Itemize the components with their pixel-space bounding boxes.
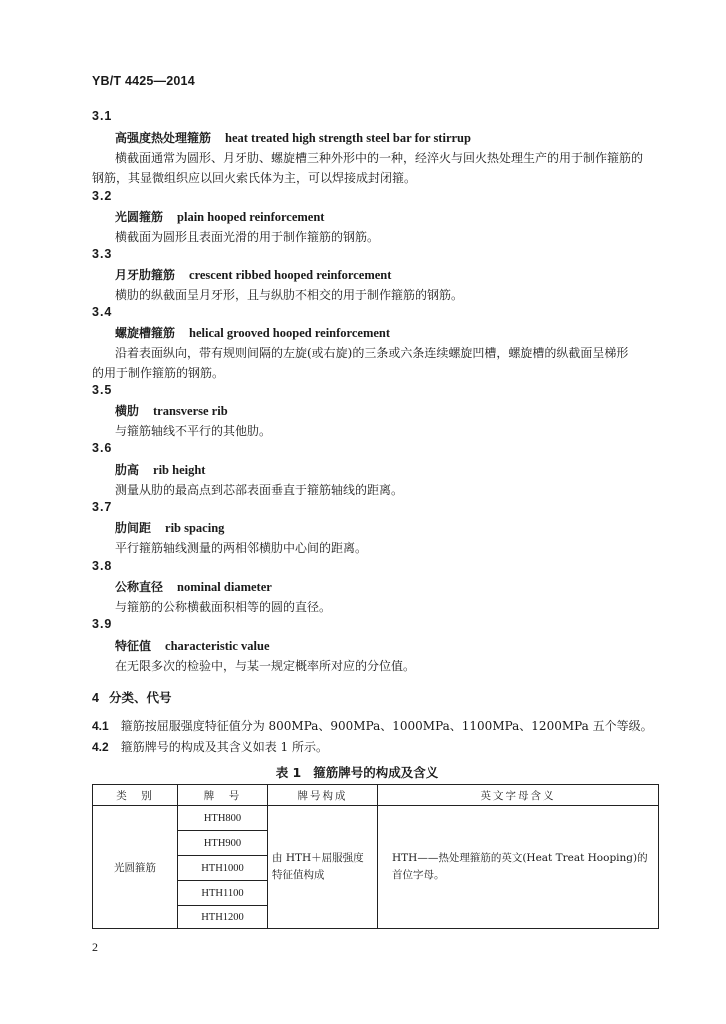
clause-number: 3.7 bbox=[92, 500, 113, 514]
term-title bbox=[115, 266, 391, 283]
term-en: helical grooved hooped reinforcement bbox=[189, 326, 391, 340]
standard-number-header: YB/T 4425—2014 bbox=[92, 74, 195, 88]
clause-number: 3.8 bbox=[92, 559, 113, 573]
table-caption bbox=[0, 763, 726, 781]
grade-cell: HTH800 bbox=[178, 806, 268, 831]
clause-number: 4.1 bbox=[92, 719, 109, 733]
clause-number: 3.2 bbox=[92, 189, 113, 203]
term-zh: 肋高 bbox=[115, 463, 140, 477]
term-title bbox=[115, 324, 390, 341]
term-definition: 与箍筋的公称横截面积相等的圆的直径。 bbox=[115, 600, 332, 614]
grade-table bbox=[92, 784, 659, 929]
clause-text: 箍筋牌号的构成及其含义如表 1 所示。 bbox=[120, 740, 328, 754]
grade-cell: HTH1100 bbox=[178, 881, 268, 906]
term-en: rib height bbox=[153, 463, 206, 477]
term-title bbox=[115, 402, 228, 419]
term-en: crescent ribbed hooped reinforcement bbox=[189, 268, 392, 282]
clause-number: 4.2 bbox=[92, 740, 109, 754]
clause-number: 3.6 bbox=[92, 441, 113, 455]
term-en: heat treated high strength steel bar for stirrup bbox=[225, 131, 471, 145]
term-en: characteristic value bbox=[165, 639, 270, 653]
clause-number: 3.1 bbox=[92, 109, 113, 123]
term-en: rib spacing bbox=[165, 521, 225, 535]
composition-cell: 由 HTH＋屈服强度特征值构成 bbox=[268, 806, 378, 929]
clause-number: 3.3 bbox=[92, 247, 113, 261]
clause-text: 箍筋按屈服强度特征值分为 800MPa、900MPa、1000MPa、1100MPa、1200MPa 五个等级。 bbox=[120, 719, 653, 733]
table-caption-title: 箍筋牌号的构成及含义 bbox=[313, 765, 439, 780]
term-en: plain hooped reinforcement bbox=[177, 210, 325, 224]
term-zh: 月牙肋箍筋 bbox=[115, 268, 176, 282]
clause bbox=[92, 738, 328, 755]
term-title bbox=[115, 519, 224, 536]
term-definition: 在无限多次的检验中，与某一规定概率所对应的分位值。 bbox=[115, 659, 416, 673]
term-definition: 测量从肋的最高点到芯部表面垂直于箍筋轴线的距离。 bbox=[115, 483, 404, 497]
term-en: nominal diameter bbox=[177, 580, 272, 594]
term-title bbox=[115, 461, 205, 478]
term-en: transverse rib bbox=[153, 404, 228, 418]
grade-cell: HTH900 bbox=[178, 831, 268, 856]
grade-cell: HTH1200 bbox=[178, 906, 268, 929]
grade-cell: HTH1000 bbox=[178, 856, 268, 881]
page-number: 2 bbox=[92, 940, 98, 954]
section-heading bbox=[92, 688, 181, 706]
term-zh: 螺旋槽箍筋 bbox=[115, 326, 176, 340]
term-title bbox=[115, 129, 471, 146]
term-definition: 横截面通常为圆形、月牙肋、螺旋槽三种外形中的一种，经淬火与回火热处理生产的用于制作箍筋的 bbox=[115, 151, 644, 165]
term-zh: 横肋 bbox=[115, 404, 140, 418]
section-title: 分类、代号 bbox=[108, 691, 172, 705]
term-definition: 横肋的纵截面呈月牙形，且与纵肋不相交的用于制作箍筋的钢筋。 bbox=[115, 288, 464, 302]
clause-number: 3.5 bbox=[92, 383, 113, 397]
term-definition: 沿着表面纵向，带有规则间隔的左旋(或右旋)的三条或六条连续螺旋凹槽，螺旋槽的纵截面呈梯形 bbox=[115, 346, 629, 360]
term-definition: 钢筋，其显微组织应以回火索氏体为主，可以焊接成封闭箍。 bbox=[92, 171, 417, 185]
term-definition: 与箍筋轴线不平行的其他肋。 bbox=[115, 424, 272, 438]
table-header-cell: 英文字母含义 bbox=[378, 785, 659, 806]
term-zh: 高强度热处理箍筋 bbox=[115, 131, 212, 145]
category-cell: 光圆箍筋 bbox=[93, 806, 178, 929]
table-header-cell: 牌 号 bbox=[178, 785, 268, 806]
term-zh: 光圆箍筋 bbox=[115, 210, 164, 224]
clause bbox=[92, 717, 653, 734]
term-title bbox=[115, 637, 270, 654]
term-title bbox=[115, 578, 272, 595]
section-number: 4 bbox=[92, 691, 99, 705]
table-header-cell: 牌号构成 bbox=[268, 785, 378, 806]
term-definition: 平行箍筋轴线测量的两相邻横肋中心间的距离。 bbox=[115, 541, 368, 555]
table-header-cell: 类 别 bbox=[93, 785, 178, 806]
meaning-cell: HTH——热处理箍筋的英文(Heat Treat Hooping)的首位字母。 bbox=[378, 806, 659, 929]
term-definition: 的用于制作箍筋的钢筋。 bbox=[92, 366, 225, 380]
table-header-row bbox=[93, 785, 659, 806]
term-zh: 公称直径 bbox=[115, 580, 164, 594]
clause-number: 3.4 bbox=[92, 305, 113, 319]
clause-number: 3.9 bbox=[92, 617, 113, 631]
term-definition: 横截面为圆形且表面光滑的用于制作箍筋的钢筋。 bbox=[115, 230, 380, 244]
term-zh: 肋间距 bbox=[115, 521, 152, 535]
term-title bbox=[115, 208, 324, 225]
table-row bbox=[93, 806, 659, 831]
table-caption-number: 表 1 bbox=[275, 765, 302, 780]
term-zh: 特征值 bbox=[115, 639, 152, 653]
